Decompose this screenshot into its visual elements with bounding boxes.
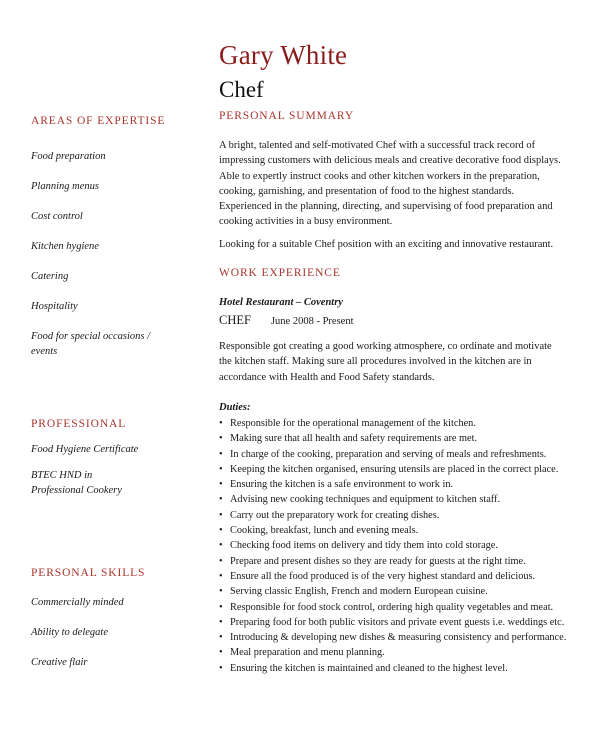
duties-list	[219, 416, 594, 676]
expertise-item: Planning menus	[31, 181, 99, 192]
duty-item	[219, 600, 594, 615]
bullet-icon: •	[219, 540, 223, 552]
duty-item	[219, 447, 594, 462]
job-line	[219, 313, 353, 328]
duty-item	[219, 584, 594, 599]
duty-text: Advising new cooking techniques and equipment to kitchen staff.	[230, 494, 501, 506]
duty-text: Checking food items on delivery and tidy them into cold storage.	[230, 540, 498, 552]
employer: Hotel Restaurant – Coventry	[219, 297, 343, 308]
duty-item	[219, 508, 594, 523]
job-title: CHEF	[219, 313, 251, 327]
professional-item: Food Hygiene Certificate	[31, 444, 139, 455]
duty-item	[219, 431, 594, 446]
professional-heading: PROFESSIONAL	[31, 418, 127, 430]
duty-text: Serving classic English, French and modern European cuisine.	[230, 586, 488, 598]
bullet-icon: •	[219, 418, 223, 429]
expertise-item: Food preparation	[31, 151, 106, 162]
bullet-icon: •	[219, 601, 223, 613]
candidate-name: Gary White	[219, 40, 348, 70]
summary-line: cooking activities in a busy environment.	[219, 216, 393, 228]
duty-item	[219, 538, 594, 553]
bullet-icon: •	[219, 555, 223, 567]
expertise-item: Cost control	[31, 211, 83, 222]
job-dates: June 2008 - Present	[270, 316, 354, 327]
duty-text: Introducing & developing new dishes & measuring consistency and performance.	[230, 632, 567, 644]
duty-text: Carry out the preparatory work for creating dishes.	[230, 509, 440, 521]
candidate-role: Chef	[219, 77, 264, 102]
bullet-icon: •	[219, 586, 223, 598]
duty-text: Ensuring the kitchen is maintained and cleaned to the highest level.	[230, 662, 508, 674]
duty-text: Making sure that all health and safety requirements are met.	[230, 433, 478, 445]
duties-label: Duties:	[219, 402, 251, 413]
duty-item	[219, 477, 594, 492]
skill-item: Ability to delegate	[31, 627, 108, 638]
intro-line: Responsible got creating a good working atmosphere, co ordinate and motivate	[219, 341, 552, 352]
bullet-icon: •	[219, 632, 223, 644]
bullet-icon: •	[219, 463, 223, 475]
duty-item	[219, 492, 594, 507]
duty-text: Cooking, breakfast, lunch and evening meals.	[230, 525, 419, 537]
experience-intro	[219, 339, 584, 385]
experience-heading: WORK EXPERIENCE	[219, 267, 341, 279]
intro-line: the kitchen staff. Making sure all procedures involved in the kitchen are in	[219, 356, 532, 368]
bullet-icon: •	[219, 662, 223, 674]
bullet-icon: •	[219, 616, 223, 628]
bullet-icon: •	[219, 494, 223, 506]
bullet-icon: •	[219, 570, 223, 582]
duty-item	[219, 523, 594, 538]
duty-item	[219, 645, 594, 660]
bullet-icon: •	[219, 448, 223, 460]
duty-item	[219, 661, 594, 676]
duty-item	[219, 462, 594, 477]
expertise-item: Catering	[31, 271, 69, 282]
skill-item: Creative flair	[31, 657, 88, 668]
summary-looking: Looking for a suitable Chef position with an exciting and innovative restaurant.	[219, 239, 554, 250]
skills-heading: PERSONAL SKILLS	[31, 567, 146, 579]
duty-item	[219, 615, 594, 630]
bullet-icon: •	[219, 433, 223, 445]
expertise-heading: AREAS OF EXPERTISE	[31, 115, 166, 127]
duty-item	[219, 416, 594, 431]
duty-text: Responsible for the operational management of the kitchen.	[230, 418, 476, 429]
summary-line: Able to expertly instruct cooks and other kitchen workers in the preparation,	[219, 170, 540, 182]
expertise-item: Food for special occasions / events	[31, 331, 150, 357]
summary-line: cooking, garnishing, and presentation of food to the highest standards.	[219, 185, 515, 197]
bullet-icon: •	[219, 525, 223, 537]
duty-item	[219, 554, 594, 569]
duty-text: Prepare and present dishes so they are ready for guests at the right time.	[230, 555, 526, 567]
duty-text: Keeping the kitchen organised, ensuring utensils are placed in the correct place.	[230, 463, 559, 475]
bullet-icon: •	[219, 479, 223, 491]
summary-line: Experienced in the planning, directing, and supervising of food preparation and	[219, 201, 553, 213]
professional-item: BTEC HND in Professional Cookery	[31, 470, 122, 496]
bullet-icon: •	[219, 647, 223, 659]
duty-text: Meal preparation and menu planning.	[230, 647, 385, 659]
intro-line: accordance with Health and Food Safety standards.	[219, 371, 435, 383]
duty-text: Ensure all the food produced is of the very highest standard and delicious.	[230, 570, 536, 582]
summary-line: A bright, talented and self-motivated Chef with a successful track record of	[219, 140, 536, 151]
duty-item	[219, 630, 594, 645]
expertise-item: Kitchen hygiene	[31, 241, 99, 252]
summary-line: impressing customers with delicious meals and creative decorative food displays.	[219, 155, 561, 167]
bullet-icon: •	[219, 509, 223, 521]
summary-paragraph	[219, 138, 584, 230]
duty-item	[219, 569, 594, 584]
duty-text: In charge of the cooking, preparation and serving of meals and refreshments.	[230, 448, 547, 460]
expertise-item: Hospitality	[31, 301, 78, 312]
skill-item: Commercially minded	[31, 597, 124, 608]
summary-heading: PERSONAL SUMMARY	[219, 110, 355, 122]
duty-text: Responsible for food stock control, ordering high quality vegetables and meat.	[230, 601, 554, 613]
duty-text: Preparing food for both public visitors and private event guests i.e. weddings etc.	[230, 616, 565, 628]
duty-text: Ensuring the kitchen is a safe environment to work in.	[230, 479, 454, 491]
